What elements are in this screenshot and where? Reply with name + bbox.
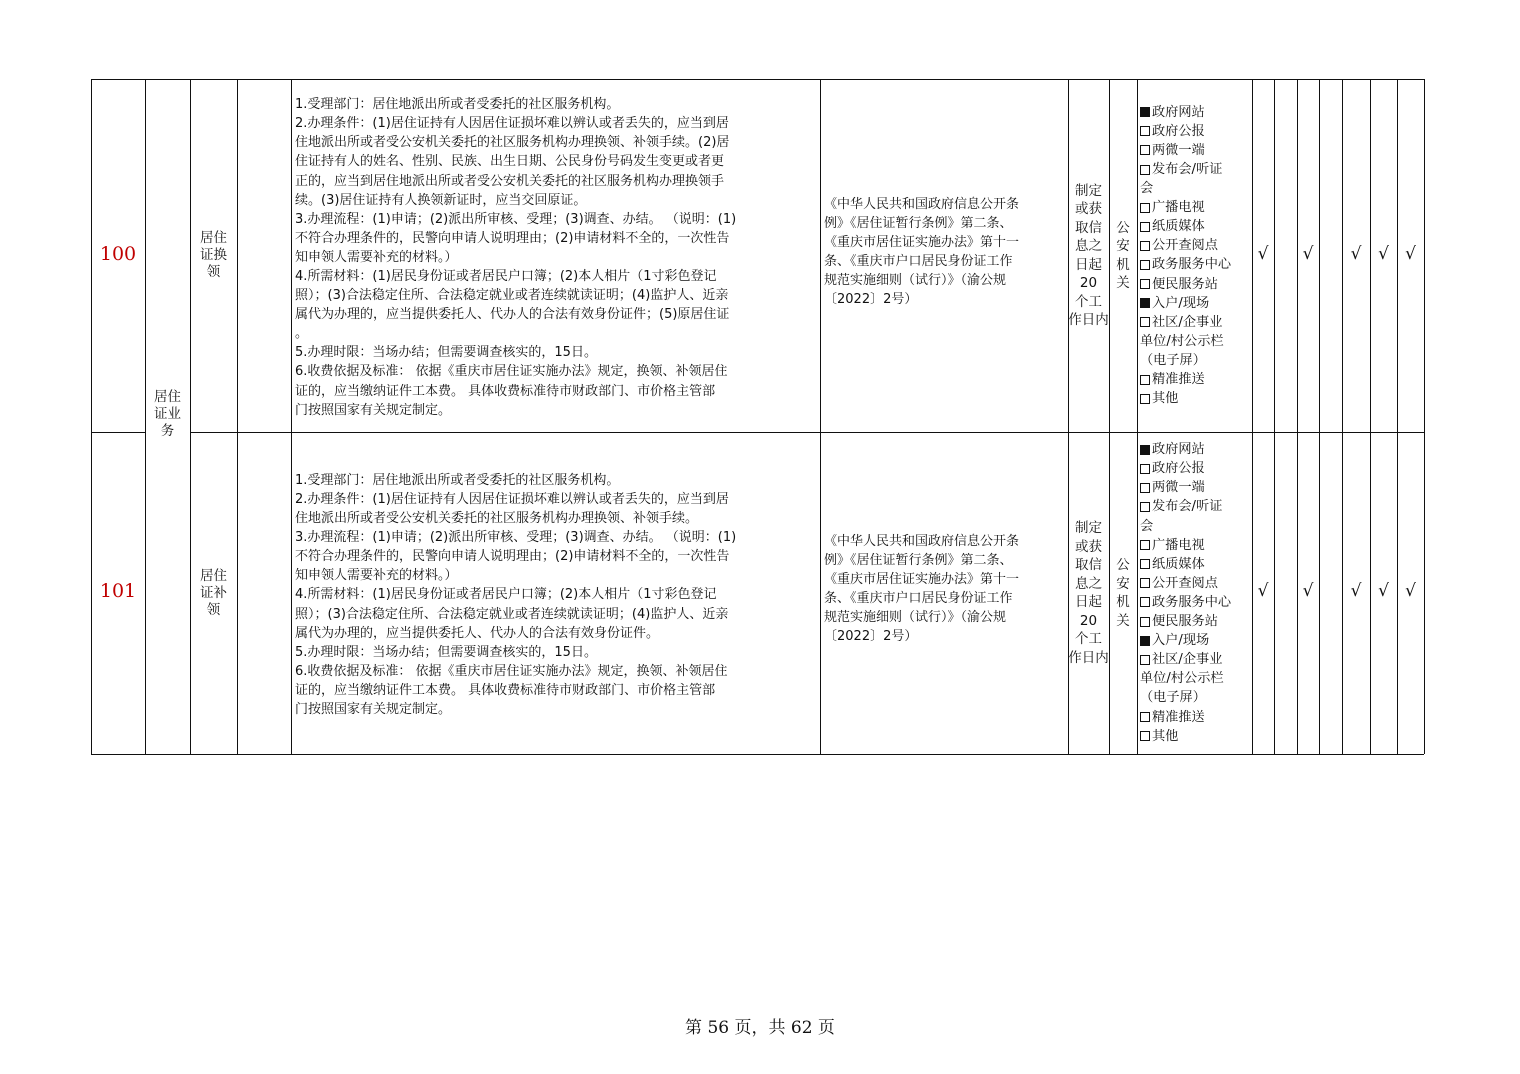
grid-vline bbox=[1297, 79, 1298, 754]
channel-label: 纸质媒体 bbox=[1152, 556, 1205, 572]
time-limit-text: 取信 bbox=[1075, 557, 1102, 573]
subject-cell bbox=[1109, 219, 1137, 293]
basis-line: 《中华人民共和国政府信息公开条 bbox=[824, 534, 1020, 549]
content-line: 住地派出所或者受公安机关委托的社区服务机构办理换领、补领手续。 bbox=[295, 511, 699, 527]
subject-text: 安 bbox=[1116, 575, 1130, 592]
unchecked-box-icon bbox=[1140, 375, 1150, 385]
unchecked-box-icon bbox=[1140, 145, 1150, 155]
content-line: 续。(3)居住证持有人换领新证时，应当交回原证。 bbox=[295, 192, 587, 208]
grid-vline bbox=[1397, 79, 1398, 754]
time-limit-text: 20 bbox=[1079, 612, 1098, 629]
item-name-cell bbox=[190, 230, 237, 281]
content-line: 门按照国家有关规定制定。 bbox=[295, 701, 452, 717]
unchecked-box-icon bbox=[1140, 279, 1150, 289]
channel-label: 政府公报 bbox=[1152, 123, 1205, 139]
page-footer: 第 56 页，共 62 页 bbox=[685, 1018, 835, 1038]
time-limit-cell bbox=[1068, 182, 1109, 330]
channel-option bbox=[1140, 593, 1252, 612]
content-line: 。 bbox=[295, 326, 309, 342]
grid-vline bbox=[190, 79, 191, 754]
unchecked-box-icon bbox=[1140, 731, 1150, 741]
unchecked-box-icon bbox=[1140, 483, 1150, 493]
grid-vline bbox=[820, 79, 821, 754]
item-name-text: 居住 bbox=[200, 230, 227, 246]
channel-label: 政府网站 bbox=[1152, 104, 1205, 120]
channel-label: 广播电视 bbox=[1152, 200, 1205, 216]
channel-option bbox=[1140, 294, 1252, 313]
grid-vline bbox=[1424, 79, 1425, 754]
basis-line: 规范实施细则（试行）》（渝公规 bbox=[824, 272, 1007, 288]
content-line: 不符合办理条件的，民警向申请人说明理由；(2)申请材料不全的，一次性告 bbox=[295, 549, 730, 565]
channel-option bbox=[1140, 612, 1252, 631]
channel-label: 其他 bbox=[1152, 728, 1179, 744]
unchecked-box-icon bbox=[1140, 260, 1150, 270]
channel-label: 其他 bbox=[1152, 391, 1179, 407]
grid-vline bbox=[1370, 79, 1371, 754]
channel-option bbox=[1140, 555, 1252, 574]
subject-text: 机 bbox=[1116, 256, 1130, 273]
time-limit-cell bbox=[1068, 519, 1109, 667]
channel-label-continued: 单位/村公示栏 bbox=[1140, 671, 1224, 687]
unchecked-box-icon bbox=[1140, 655, 1150, 665]
content-line: 门按照国家有关规定制定。 bbox=[295, 402, 452, 418]
unchecked-box-icon bbox=[1140, 126, 1150, 136]
channel-label: 两微一端 bbox=[1152, 480, 1205, 496]
basis-cell bbox=[824, 195, 1066, 309]
content-line: 3.办理流程：(1)申请；(2)派出所审核、受理；(3)调查、办结。 （说明：(1) bbox=[295, 530, 737, 546]
time-limit-text: 制定 bbox=[1075, 520, 1102, 536]
time-limit-text: 或获 bbox=[1075, 538, 1102, 555]
check-mark: √ bbox=[1350, 243, 1362, 264]
checked-box-icon bbox=[1140, 298, 1150, 308]
checked-box-icon bbox=[1140, 107, 1150, 117]
unchecked-box-icon bbox=[1140, 464, 1150, 474]
check-mark: √ bbox=[1378, 581, 1389, 601]
channel-label: 两微一端 bbox=[1152, 142, 1205, 158]
grid-vline bbox=[1274, 79, 1275, 754]
grid-hline bbox=[91, 754, 1424, 755]
time-limit-text: 20 bbox=[1079, 275, 1098, 291]
channel-label: 政府公报 bbox=[1152, 461, 1205, 477]
content-line: 正的，应当到居住地派出所或者受公安机关委托的社区服务机构办理换领手 bbox=[295, 173, 725, 189]
basis-line: 条、《重庆市户口居民身份证工作 bbox=[824, 591, 1013, 606]
category-cell bbox=[145, 389, 190, 440]
subject-text: 关 bbox=[1116, 612, 1130, 629]
item-name-text: 证补 bbox=[200, 584, 227, 601]
time-limit-text: 日起 bbox=[1075, 256, 1102, 273]
row-number: 100 bbox=[99, 242, 137, 265]
unchecked-box-icon bbox=[1140, 394, 1150, 404]
check-mark: √ bbox=[1405, 243, 1416, 264]
channel-label: 政务服务中心 bbox=[1152, 257, 1232, 273]
item-name-text: 领 bbox=[206, 264, 221, 280]
grid-vline bbox=[237, 79, 238, 754]
time-limit-text: 息之 bbox=[1075, 238, 1102, 254]
content-cell bbox=[295, 95, 817, 420]
unchecked-box-icon bbox=[1140, 502, 1150, 512]
channel-option bbox=[1140, 236, 1252, 255]
channel-label: 发布会/听证 bbox=[1152, 161, 1223, 177]
subject-text: 公 bbox=[1116, 557, 1130, 573]
unchecked-box-icon bbox=[1140, 203, 1150, 213]
unchecked-box-icon bbox=[1140, 317, 1150, 327]
content-line: 2.办理条件：(1)居住证持有人因居住证损坏难以辨认或者丢失的，应当到居 bbox=[295, 491, 729, 507]
channel-label: 广播电视 bbox=[1152, 537, 1205, 553]
time-limit-text: 制定 bbox=[1075, 182, 1102, 199]
category-text: 务 bbox=[160, 422, 175, 439]
time-limit-text: 作日内 bbox=[1068, 312, 1109, 328]
basis-line: 例》《居住证暂行条例》第二条、 bbox=[824, 553, 1013, 568]
content-line: 住证持有人的姓名、性别、民族、出生日期、公民身份号码发生变更或者更 bbox=[295, 154, 725, 170]
grid-vline bbox=[1137, 79, 1138, 754]
check-mark: √ bbox=[1378, 243, 1389, 264]
channel-option bbox=[1140, 313, 1252, 332]
item-name-text: 证换 bbox=[200, 247, 227, 263]
content-line: 证的，应当缴纳证件工本费。 具体收费标准待市财政部门、市价格主管部 bbox=[295, 383, 716, 399]
channel-label: 便民服务站 bbox=[1152, 276, 1218, 292]
subject-text: 公 bbox=[1116, 219, 1130, 236]
channel-option bbox=[1140, 574, 1252, 593]
channel-label: 发布会/听证 bbox=[1152, 499, 1223, 515]
channel-option bbox=[1140, 389, 1252, 408]
channel-option bbox=[1140, 275, 1252, 294]
category-text: 证业 bbox=[154, 405, 181, 422]
content-line: 5.办理时限：当场办结；但需要调查核实的，15日。 bbox=[295, 644, 597, 660]
channel-label: 入户/现场 bbox=[1152, 633, 1210, 649]
channel-label-continued: （电子屏） bbox=[1140, 690, 1206, 706]
unchecked-box-icon bbox=[1140, 597, 1150, 607]
basis-line: 〔2022〕2号） bbox=[824, 629, 918, 644]
channel-label: 纸质媒体 bbox=[1152, 219, 1205, 235]
channel-label-continued: 单位/村公示栏 bbox=[1140, 333, 1224, 349]
channel-label-continued: 会 bbox=[1140, 518, 1154, 534]
channel-label: 社区/企事业 bbox=[1152, 314, 1223, 330]
check-mark: √ bbox=[1350, 581, 1362, 601]
channel-option bbox=[1140, 536, 1252, 555]
channel-option bbox=[1140, 631, 1252, 650]
check-mark: √ bbox=[1257, 581, 1269, 601]
content-line: 5.办理时限：当场办结；但需要调查核实的，15日。 bbox=[295, 345, 597, 361]
time-limit-text: 个工 bbox=[1075, 631, 1102, 647]
content-line: 1.受理部门：居住地派出所或者受委托的社区服务机构。 bbox=[295, 472, 620, 488]
content-line: 4.所需材料：(1)居民身份证或者居民户口簿；(2)本人相片（1寸彩色登记 bbox=[295, 587, 717, 603]
channel-label-continued: 会 bbox=[1140, 181, 1154, 197]
channel-label: 公开查阅点 bbox=[1152, 238, 1218, 254]
item-name-text: 领 bbox=[206, 601, 221, 618]
channel-label: 公开查阅点 bbox=[1152, 575, 1218, 591]
check-mark: √ bbox=[1302, 243, 1314, 264]
channels-cell bbox=[1140, 440, 1252, 746]
channel-option bbox=[1140, 497, 1252, 516]
channel-label-continued: （电子屏） bbox=[1140, 352, 1206, 368]
grid-vline bbox=[91, 79, 92, 754]
channel-option bbox=[1140, 141, 1252, 160]
channel-option bbox=[1140, 198, 1252, 217]
content-line: 知申领人需要补充的材料。） bbox=[295, 568, 458, 584]
content-line: 照）；(3)合法稳定住所、合法稳定就业或者连续就读证明；(4)监护人、近亲 bbox=[295, 288, 729, 304]
content-line: 住地派出所或者受公安机关委托的社区服务机构办理换领、补领手续。(2)居 bbox=[295, 135, 730, 151]
time-limit-text: 息之 bbox=[1075, 575, 1102, 592]
checked-box-icon bbox=[1140, 636, 1150, 646]
channel-label: 精准推送 bbox=[1152, 709, 1205, 725]
channels-cell bbox=[1140, 103, 1252, 409]
channel-option bbox=[1140, 217, 1252, 236]
grid-hline bbox=[91, 79, 1424, 80]
content-line: 1.受理部门：居住地派出所或者受委托的社区服务机构。 bbox=[295, 97, 620, 113]
channel-option bbox=[1140, 370, 1252, 389]
grid-hline bbox=[91, 432, 145, 433]
channel-option bbox=[1140, 650, 1252, 669]
unchecked-box-icon bbox=[1140, 241, 1150, 251]
content-line: 6.收费依据及标准： 依据《重庆市居住证实施办法》规定，换领、补领居住 bbox=[295, 364, 728, 380]
content-line: 照）；(3)合法稳定住所、合法稳定就业或者连续就读证明；(4)监护人、近亲 bbox=[295, 606, 729, 622]
time-limit-text: 或获 bbox=[1075, 201, 1102, 217]
unchecked-box-icon bbox=[1140, 617, 1150, 627]
subject-text: 关 bbox=[1116, 275, 1130, 291]
time-limit-text: 取信 bbox=[1075, 219, 1102, 236]
subject-text: 安 bbox=[1116, 238, 1130, 254]
grid-vline bbox=[1109, 79, 1110, 754]
channel-option bbox=[1140, 440, 1252, 459]
channel-label: 政务服务中心 bbox=[1152, 594, 1232, 610]
category-text: 居住 bbox=[154, 388, 181, 405]
content-line: 属代为办理的，应当提供委托人、代办人的合法有效身份证件；(5)原居住证 bbox=[295, 307, 730, 323]
basis-line: 〔2022〕2号） bbox=[824, 291, 918, 307]
channel-option bbox=[1140, 160, 1252, 179]
channel-label: 精准推送 bbox=[1152, 372, 1205, 387]
content-line: 知申领人需要补充的材料。） bbox=[295, 249, 458, 265]
unchecked-box-icon bbox=[1140, 165, 1150, 175]
channel-option bbox=[1140, 122, 1252, 141]
row-number: 101 bbox=[99, 580, 137, 602]
basis-line: 《重庆市居住证实施办法》第十一 bbox=[824, 234, 1020, 250]
channel-option bbox=[1140, 727, 1252, 746]
content-line: 证的，应当缴纳证件工本费。 具体收费标准待市财政部门、市价格主管部 bbox=[295, 682, 716, 698]
content-line: 不符合办理条件的，民警向申请人说明理由；(2)申请材料不全的，一次性告 bbox=[295, 230, 730, 246]
channel-option bbox=[1140, 103, 1252, 122]
grid-hline bbox=[190, 432, 1424, 433]
channel-option bbox=[1140, 478, 1252, 497]
basis-line: 规范实施细则（试行）》（渝公规 bbox=[824, 610, 1007, 625]
content-cell bbox=[295, 471, 817, 719]
channel-label: 政府网站 bbox=[1152, 442, 1205, 458]
item-name-cell bbox=[190, 568, 237, 619]
content-line: 属代为办理的，应当提供委托人、代办人的合法有效身份证件。 bbox=[295, 625, 660, 641]
basis-line: 《重庆市居住证实施办法》第十一 bbox=[824, 572, 1020, 587]
basis-cell bbox=[824, 532, 1066, 646]
basis-line: 例》《居住证暂行条例》第二条、 bbox=[824, 215, 1013, 231]
channel-option bbox=[1140, 459, 1252, 478]
unchecked-box-icon bbox=[1140, 222, 1150, 232]
unchecked-box-icon bbox=[1140, 540, 1150, 550]
check-mark: √ bbox=[1302, 581, 1314, 601]
grid-vline bbox=[1342, 79, 1343, 754]
time-limit-text: 作日内 bbox=[1068, 649, 1109, 666]
channel-label: 社区/企事业 bbox=[1152, 652, 1223, 668]
check-mark: √ bbox=[1257, 243, 1269, 264]
grid-vline bbox=[1252, 79, 1253, 754]
content-line: 4.所需材料：(1)居民身份证或者居民户口簿；(2)本人相片（1寸彩色登记 bbox=[295, 268, 717, 284]
unchecked-box-icon bbox=[1140, 578, 1150, 588]
grid-vline bbox=[1319, 79, 1320, 754]
content-line: 2.办理条件：(1)居住证持有人因居住证损坏难以辨认或者丢失的，应当到居 bbox=[295, 116, 729, 132]
basis-line: 《中华人民共和国政府信息公开条 bbox=[824, 196, 1020, 212]
check-mark: √ bbox=[1405, 581, 1416, 601]
item-name-text: 居住 bbox=[200, 567, 227, 584]
checked-box-icon bbox=[1140, 445, 1150, 455]
subject-cell bbox=[1109, 556, 1137, 630]
channel-label: 便民服务站 bbox=[1152, 614, 1218, 630]
basis-line: 条、《重庆市户口居民身份证工作 bbox=[824, 253, 1013, 269]
time-limit-text: 日起 bbox=[1075, 594, 1102, 610]
channel-option bbox=[1140, 708, 1252, 727]
channel-label: 入户/现场 bbox=[1152, 295, 1210, 311]
channel-option bbox=[1140, 255, 1252, 274]
time-limit-text: 个工 bbox=[1075, 293, 1102, 310]
content-line: 3.办理流程：(1)申请；(2)派出所审核、受理；(3)调查、办结。 （说明：(1) bbox=[295, 211, 737, 227]
content-line: 6.收费依据及标准： 依据《重庆市居住证实施办法》规定，换领、补领居住 bbox=[295, 663, 728, 679]
subject-text: 机 bbox=[1116, 594, 1130, 610]
grid-vline bbox=[291, 79, 292, 754]
unchecked-box-icon bbox=[1140, 559, 1150, 569]
unchecked-box-icon bbox=[1140, 712, 1150, 722]
